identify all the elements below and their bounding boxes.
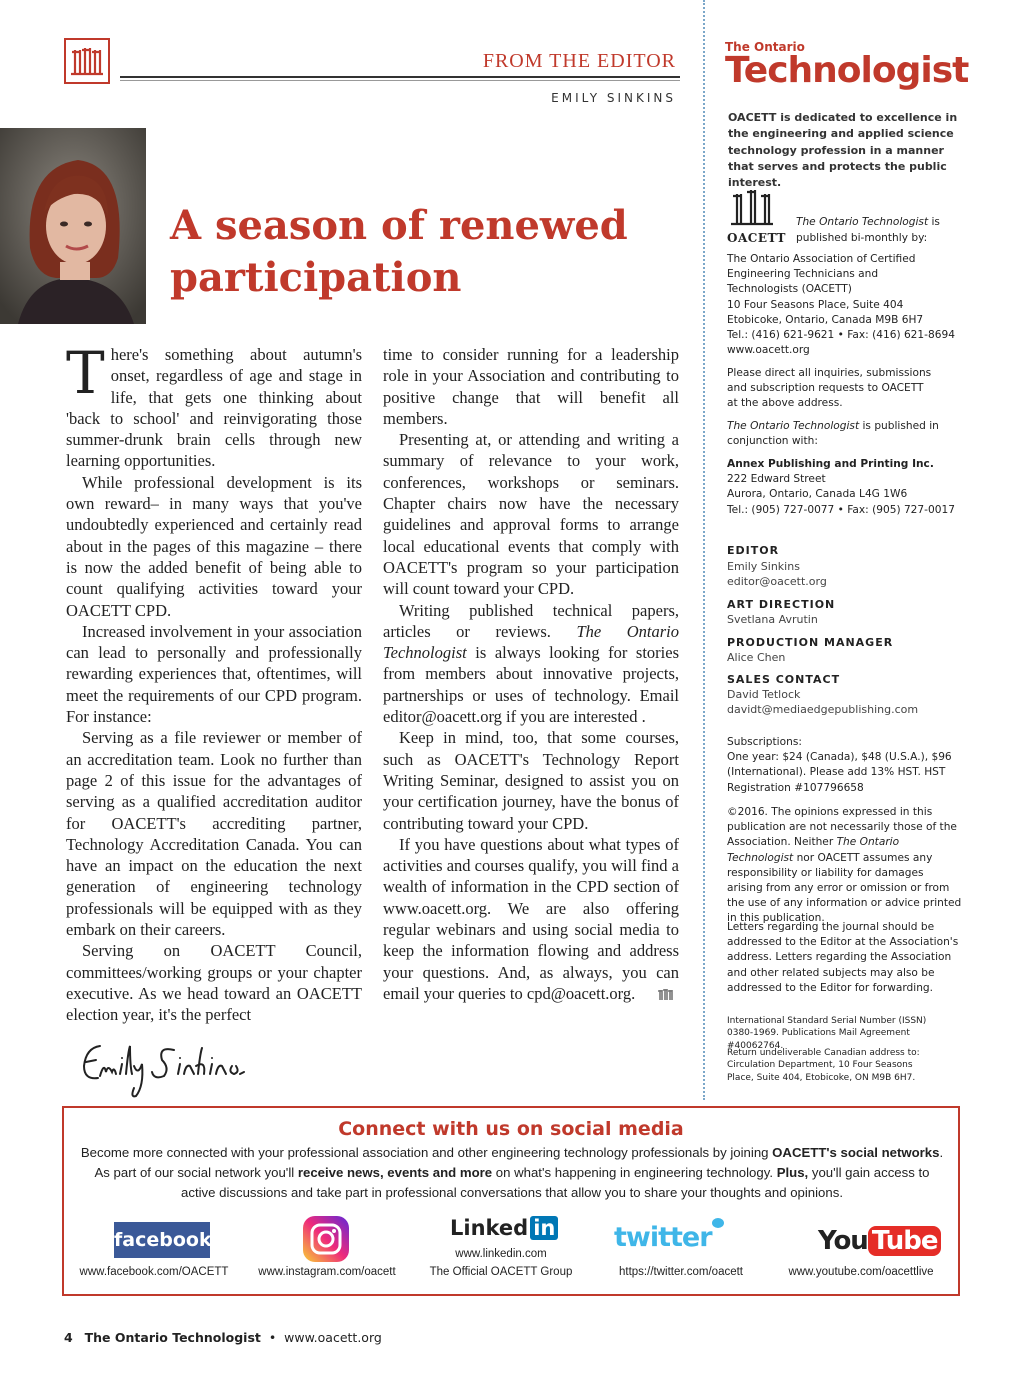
linkedin-icon[interactable]: Linked in [450,1216,558,1240]
publication-name: The Ontario Technologist [383,621,679,663]
sales-contact: David Tetlock davidt@mediaedgepublishing.com [727,688,919,716]
instagram-icon[interactable] [303,1216,349,1262]
paragraph: Writing published technical papers, articles or reviews. The Ontario Technologist is always looking for stories from members about innovative projects, partnerships or uses of technology. Email editor@oacett.org if you are interested . [383,600,680,727]
social-title: Connect with us on social media [338,1118,684,1140]
paragraph: While professional development is its own reward– in many ways that you've undoubtedly experienced and certainly read about in the pages of this magazine – there is now the added benefit of being able to count qualifying activities toward your OACETT CPD. [66,472,362,620]
editor-label: EDITOR [727,544,780,557]
oacett-logo [64,38,110,84]
inquiries-note: Please direct all inquiries, submissions and subscription requests to OACETT at the above address. [727,367,932,410]
production-name: Alice Chen [727,651,786,664]
paragraph: Presenting at, or attending and writing a summary of relevance to your work, conferences, workshops or seminars. Chapter chairs now have the necessary guidelines and approval forms to arrange local educational events that comply with OACETT's program so your participation will count toward your CPD. [383,430,679,599]
signature [78,1036,248,1100]
byline: EMILY SINKINS [551,91,676,105]
header-rule [120,76,680,78]
section-title: FROM THE EDITOR [482,50,676,72]
paragraph: Increased involvement in your association can lead to personally and professionally rewarding experiences that, oftentimes, will meet the requirements of our CPD program. For instance: [66,621,362,727]
headline-line-2: participation [170,254,462,301]
footer-url[interactable]: www.oacett.org [284,1330,382,1345]
published-by: The Ontario Technologist is published bi-monthly by: [796,216,940,244]
paragraph: Serving as a file reviewer or member of an accreditation team. Look no further than page 2 of this issue for the advantages of serving as a qualified accreditation auditor for OACETT's accrediting partner, Technology Accreditation Canada. You can have an impact on the education the next generation of engineering technology professionals will be equipped with as they embark on their careers. [66,728,362,940]
paragraph: There's something about autumn's onset, regardless of age and stage in life, that gets one thinking about 'back to school' and reinvigorating those summer-drunk brain cells through new learning opportunities. [66,339,362,471]
copyright-notice: ©2016. The opinions expressed in this publication are not necessarily those of the Association. Neither The Ontario Technologist nor OACETT assumes any responsibility or liability for damages arising from any error or omission or from the use of any information or advice printed in this publication. [727,806,962,925]
conjunction-note: The Ontario Technologist is published in conjunction with: [727,420,939,448]
youtube-icon[interactable]: You Tube [818,1226,941,1256]
annex-address: Annex Publishing and Printing Inc. 222 Edward Street Aurora, Ontario, Canada L4G 1W6 Tel.: (905) 727-0077 • Fax: (905) 727-0017 [727,458,955,516]
issn-note: International Standard Serial Number (ISSN) 0380-1969. Publications Mail Agreement #40062764. [727,1016,927,1051]
org-address: The Ontario Association of Certified Engineering Technicians and Technologists (OACETT) 10 Four Seasons Place, Suite 404 Etobicoke, Ontario, Canada M9B 6H7 Tel.: (416) 621-9621 • Fax: (416) 621-8694 www.oacett.org [727,253,955,357]
twitter-icon[interactable]: twitter [614,1222,712,1253]
paragraph: If you have questions about what types of activities and courses qualify, you will find a wealth of information in the CPD section of www.oacett.org. We are also offering regular webinars and using social media to keep the information flowing and address your questions. And, as always, you can email your queries to cpd@oacett.org. [383,834,679,1006]
twitter-link[interactable]: https://twitter.com/oacett [619,1266,743,1278]
logo-wordmark: OACETT [727,231,786,245]
social-description: Become more connected with your professional association and other engineering technology professionals by joining OACETT's social networks. As part of our social network you'll receive news, events and more on what's happening in engineering technology. Plus, you'll gain access to active discussions and take part in professional conversations that allow you to share your thoughts and opinions. [80,1145,944,1200]
page-footer: 4 The Ontario Technologist • www.oacett.org [64,1330,382,1345]
article-column-left [66,339,362,1026]
instagram-link[interactable]: www.instagram.com/oacett [258,1266,396,1278]
end-mark-icon [641,985,673,1006]
production-label: PRODUCTION MANAGER [727,636,894,649]
paragraph: time to consider running for a leadership role in your Association and contributing to positive change that will benefit all members. [383,345,679,428]
subscriptions: Subscriptions: One year: $24 (Canada), $48 (U.S.A.), $96 (International). Please add 13% HST. HST Registration #107796658 [727,736,952,794]
article-column-right [383,344,679,1006]
art-label: ART DIRECTION [727,598,836,611]
youtube-link[interactable]: www.youtube.com/oacettlive [788,1266,934,1278]
drop-cap: T [66,339,105,407]
twitter-bird-icon [712,1218,724,1228]
return-address: Return undeliverable Canadian address to: Circulation Department, 10 Four Seasons Place, Suite 404, Etobicoke, ON M9B 6H7. [727,1048,920,1083]
page-number: 4 [64,1330,73,1345]
headline-line-1: A season of renewed [170,202,628,249]
header-rule-thin [120,80,680,81]
facebook-icon[interactable]: facebook [114,1222,210,1258]
masthead-small: The Ontario [725,40,805,54]
facebook-link[interactable]: www.facebook.com/OACETT [79,1266,229,1278]
mission-statement: OACETT is dedicated to excellence in the engineering and applied science technology profession in a manner that serves and protects the public interest. [728,111,958,190]
oacett-publisher-logo [727,188,787,244]
editor-photo [0,128,146,324]
art-name: Svetlana Avrutin [727,613,818,626]
letters-note: Letters regarding the journal should be addressed to the Editor at the Association's address. Letters regarding the Association and other related subjects may also be addressed to the Editor for forwarding. [727,921,959,994]
column-divider [703,0,705,1100]
paragraph: Keep in mind, too, that some courses, such as OACETT's Technology Report Writing Seminar, designed to assist you on your certification journey, have the bonus of contributing toward your CPD. [383,728,679,833]
masthead: Technologist [725,50,969,91]
sales-label: SALES CONTACT [727,673,841,686]
linkedin-group: The Official OACETT Group [429,1266,573,1278]
footer-publication: The Ontario Technologist [84,1330,261,1345]
editor-contact: Emily Sinkins editor@oacett.org [727,560,827,588]
headline [170,200,650,304]
paragraph: Serving on OACETT Council, committees/working groups or your chapter executive. As we head toward an OACETT election year, it's the perfect [66,941,362,1025]
linkedin-link[interactable]: www.linkedin.com [455,1248,547,1260]
